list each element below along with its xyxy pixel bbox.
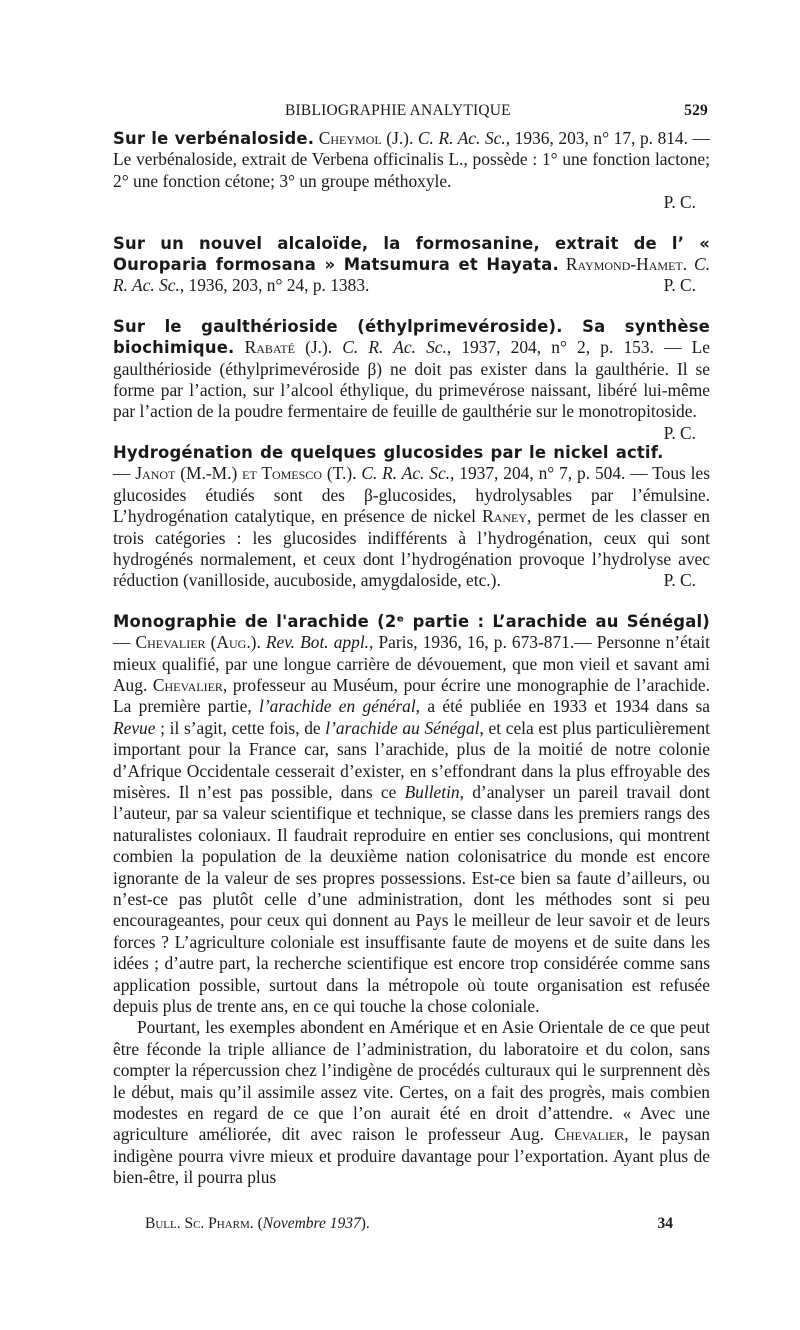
entry-ref: , 1937, 204, n° 2, p. 153.: [446, 337, 654, 358]
entry-title: Monographie de l'arachide (2ᵉ partie : L’arachide au Sénégal): [113, 611, 710, 631]
name-chevalier: Chevalier: [554, 1124, 625, 1145]
monographie-paragraph-2: [113, 1017, 710, 1188]
text-run: , le paysan indigène pourra vivre mieux et produire davantage pour l’exportation. Ayant plus de bien-être, il pourra plus: [113, 1124, 710, 1188]
entry-journal: Rev. Bot. appl.: [260, 632, 370, 653]
text-run: Pourtant, les exemples abondent en Amérique et en Asie Orientale de ce que peut être féconde la triple alliance de l’administration, du laboratoire et du colon, sans compter la répercussion chez l’indigène de procédés culturaux qui le surprennent dès le début, mais qu’il assimile assez vite. Certes, on a fait des progrès, mais combien modestes en regard de ce que l’on aurait été en droit d’attendre. « Avec une agriculture améliorée, dit avec raison le professeur Aug.: [113, 1017, 710, 1145]
text-run: ; il s’agit, cette fois, de: [155, 717, 326, 738]
entry-title: Sur un nouvel alcaloïde, la formosanine, extrait de l’ « Ouroparia formosana » Matsumura et Hayata.: [113, 233, 710, 275]
entry-signature: P. C.: [663, 570, 696, 591]
entry-author: Rabaté (J.).: [244, 337, 333, 358]
entry-author: Janot (M.-M.) et Tomesco (T.).: [135, 463, 357, 484]
italic-run: Revue: [113, 717, 156, 738]
entry-journal: C. R. Ac. Sc.: [417, 128, 506, 148]
entry-signature: P. C.: [663, 192, 696, 213]
article-body: [113, 128, 710, 1208]
entry-ref: , 1936, 203, n° 17, p. 814.: [505, 128, 689, 148]
footer-sheet-number: 34: [657, 1215, 673, 1232]
footer-month: Novembre 1937: [262, 1215, 361, 1232]
entry-ref: , 1937, 204, n° 7, p. 504.: [450, 463, 626, 484]
entry-journal: C. R. Ac. Sc.: [361, 463, 451, 484]
entry-title: Sur le verbénaloside.: [113, 129, 315, 148]
text-run: , professeur au Muséum, pour écrire une monographie de l’arachide. La première partie,: [113, 674, 710, 717]
text-run: , d’analyser un pareil travail dont l’auteur, par sa valeur scientifique et technique, se classe dans les premiers rangs des naturalistes coloniaux. Il faudrait reproduire en entier ses conclusions, qui montrent combien la population de la deuxième nation colonisatrice du monde est encore ignorante de la valeur de ses propres possessions. Est-ce bien sa faute d’ailleurs, ou n’est-ce pas plutôt celle d’une administration, dont les méthodes sont si peu encourageantes, pour ceux qui donnent au Pays le meilleur de leur savoir et de leurs forces ? L’agriculture coloniale est insuffisante faute de moyens et de suite dans les idées ; d’autre part, la recherche scientifique est encore trop considérée comme sans application possible, surtout dans la métropole où toute organisation est refusée depuis plus de trente ans, en ce qui touche la chose coloniale.: [113, 781, 711, 1017]
entry-paragraph: [113, 316, 710, 443]
entry-title: Sur le gaulthérioside (éthylprimevéroside). Sa synthèse biochimique.: [113, 316, 710, 358]
page-number: 529: [684, 102, 708, 119]
monographie-paragraph-1: [113, 611, 710, 1018]
entry-journal: C. R. Ac. Sc.: [113, 254, 710, 296]
name-chevalier: Chevalier: [152, 674, 223, 695]
entry-name-raney: Raney: [482, 506, 528, 527]
footer-journal: Bull. Sc. Pharm. (Novembre 1937).: [145, 1215, 370, 1232]
entry-paragraph: [113, 128, 710, 192]
entry-paragraph: [113, 442, 710, 592]
entry-signature: P. C.: [663, 422, 696, 443]
header-title: BIBLIOGRAPHIE ANALYTIQUE: [285, 102, 511, 119]
entry-author: Cheymol (J.).: [318, 128, 414, 148]
entry-paragraph: [113, 233, 710, 297]
text-run: , et cela est plus particulièrement important pour la France car, sans l’arachide, plus de la moitié de notre colonie d’Afrique Occidentale cesserait d’exister, en s’effondrant dans la plus effroyable des misères. Il n’est pas possible, dans ce: [113, 717, 710, 802]
italic-run: Bulletin: [404, 781, 460, 802]
entry-ref: , Paris, 1936, 16, p. 673-871.: [369, 632, 575, 653]
entry-gaultherioside: [113, 316, 710, 443]
italic-run: l’arachide en général: [259, 696, 416, 717]
entry-text: — Le verbénaloside, extrait de Verbena officinalis L., possède : 1° une fonction lactone; 2° une fonction cétone; 3° un groupe méthoxyle.: [113, 128, 710, 191]
entry-formosanine: [113, 233, 710, 297]
entry-monographie-arachide: [113, 611, 710, 1189]
italic-run: l’arachide au Sénégal: [325, 717, 480, 738]
entry-hydrogenation: [113, 442, 710, 592]
entry-text: — Tous les glucosides étudiés sont des β-glucosides, hydrolysables par l’émulsine. L’hydrogénation catalytique, en présence de nickel: [113, 463, 710, 527]
text-run: — Personne n’était mieux qualifié, par une longue carrière de dévouement, que mon vieil et savant ami Aug.: [113, 632, 711, 695]
footer-journal-name: Bull. Sc. Pharm.: [145, 1215, 254, 1232]
entry-title: Hydrogénation de quelques glucosides par le nickel actif.: [113, 442, 664, 462]
text-run: , a été publiée en 1933 et 1934 dans sa: [415, 696, 710, 717]
entry-verbenaloside: [113, 128, 710, 214]
entry-journal: C. R. Ac. Sc.: [342, 337, 447, 358]
entry-author: — Chevalier (Aug.).: [113, 632, 261, 653]
entry-text-cont: , permet de les classer en trois catégories : les glucosides indifférents à l’hydrogénation, ceux qui sont hydrogénés normalement, et ceux dont l’hydrogénation provoque l’hydrolyse avec réduction (vanilloside, aucuboside, amygdaloside, etc.).: [113, 506, 710, 591]
entry-author: Raymond-Hamet.: [565, 254, 688, 275]
entry-signature: P. C.: [663, 275, 696, 296]
entry-dash: —: [113, 463, 136, 484]
entry-text: — Le gaulthérioside (éthylprimevéroside β) ne doit pas exister dans la gaulthérie. Il se forme par l’action, sur l’alcool éthylique, du primevérose naissant, libéré lui-même par l’action de la poudre fermentaire de feuille de gaulthérie sur le monotropitoside.: [113, 337, 710, 422]
entry-ref: , 1936, 203, n° 24, p. 1383.: [179, 275, 370, 296]
